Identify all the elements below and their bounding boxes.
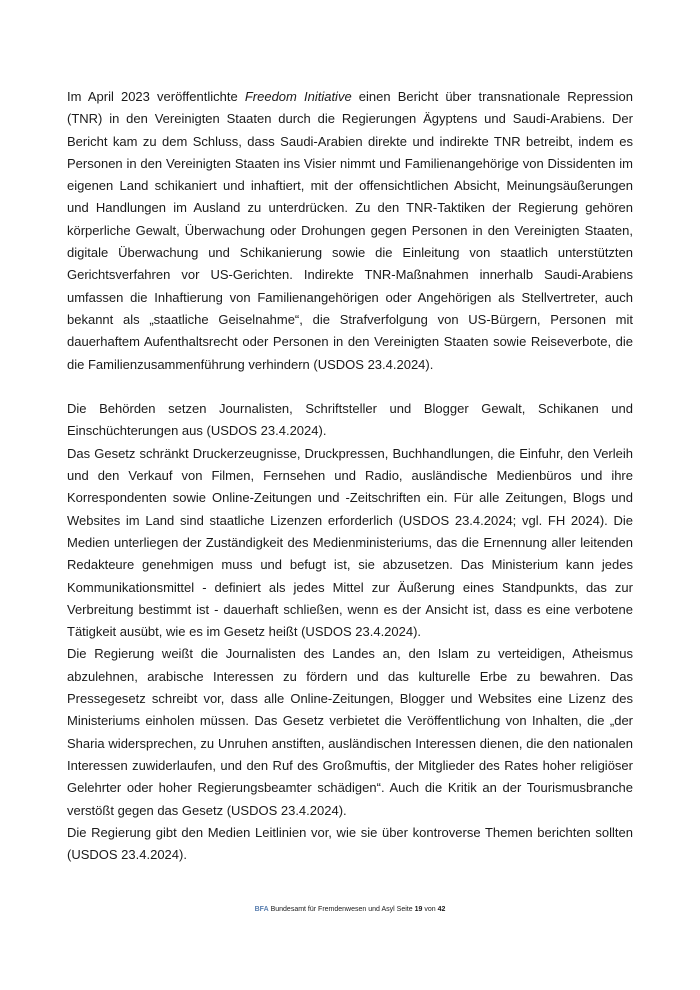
footer-of-word: von: [424, 906, 436, 913]
paragraph-text: einen Bericht über transnationale Repression (TNR) in den Vereinigten Staaten durch die Regierungen Ägyptens und Saudi-Arabiens. Der Bericht kam zu dem Schluss, dass Saudi-Arabien direkte und indirekte TNR betreibt, indem es Personen in den Vereinigten Staaten ins Visier nimmt und Familienangehörige von Dissidenten im eigenen Land schikaniert und inhaftiert, mit der offensichtlichen Absicht, Meinungsäußerungen und Handlungen im Ausland zu unterdrücken. Zu den TNR-Taktiken der Regierung gehören körperliche Gewalt, Überwachung oder Drohungen gegen Personen in den Vereinigten Staaten, digitale Überwachung und Schikanierung sowie die Einleitung von staatlich unterstützten Gerichtsverfahren vor US-Gerichten. Indirekte TNR-Maßnahmen innerhalb Saudi-Arabiens umfassen die Inhaftierung von Familienangehörigen oder Angehörigen als Stellvertreter, auch bekannt als „staatliche Geiselnahme“, die Strafverfolgung von US-Bürgern, Personen mit dauerhaftem Aufenthaltsrecht oder Personen in den Vereinigten Staaten sowie Reiseverbote, die die Familienzusammenführung verhindern (USDOS 23.4.2024).: [67, 89, 634, 372]
paragraph-media-law: Das Gesetz schränkt Druckerzeugnisse, Druckpressen, Buchhandlungen, die Einfuhr, den Verleih und den Verkauf von Filmen, Fernsehen und Radio, ausländische Medienbüros und ihre Korrespondenten sowie Online-Zeitungen und -Zeitschriften ein. Für alle Zeitungen, Blogs und Websites im Land sind staatliche Lizenzen erforderlich (USDOS 23.4.2024; vgl. FH 2024). Die Medien unterliegen der Zuständigkeit des Medienministeriums, das die Ernennung aller leitenden Redakteure genehmigen muss und befugt ist, sie abzusetzen. Das Ministerium kann jedes Kommunikationsmittel - definiert als jedes Mittel zur Äußerung eines Standpunkts, das zur Verbreitung bestimmt ist - dauerhaft schließen, wenn es der Ansicht ist, dass es eine verbotene Tätigkeit ausübt, wie es im Gesetz heißt (USDOS 23.4.2024).: [67, 445, 633, 640]
paragraph-freedom-initiative-report: [67, 86, 633, 376]
emphasized-org-name: Freedom Initiative: [244, 89, 352, 104]
page-footer: [0, 906, 700, 913]
bfa-logo-text: BFA: [254, 906, 269, 913]
footer-org-name: Bundesamt für Fremdenwesen und Asyl: [270, 906, 395, 913]
paragraph-government-instructions: Die Regierung weißt die Journalisten des Landes an, den Islam zu verteidigen, Atheismus abzulehnen, arabische Interessen zu fördern und das kulturelle Erbe zu bewahren. Das Pressegesetz schreibt vor, dass alle Online-Zeitungen, Blogger und Websites eine Lizenz des Ministeriums einholen müssen. Das Gesetz verbietet die Veröffentlichung von Inhalten, die „der Sharia widersprechen, zu Unruhen anstiften, ausländischen Interessen dienen, die den nationalen Interessen zuwiderlaufen, und den Ruf des Großmuftis, der Mitglieder des Rates hoher religiöser Gelehrter oder hoher Regierungsbeamter schädigen“. Auch die Kritik an der Tourismusbranche verstößt gegen das Gesetz (USDOS 23.4.2024).: [67, 646, 633, 818]
paragraph-journalists-violence: Die Behörden setzen Journalisten, Schriftsteller und Blogger Gewalt, Schikanen und Einschüchterungen aus (USDOS 23.4.2024).: [67, 401, 633, 439]
footer-total-pages: 42: [437, 906, 446, 913]
document-body: [67, 86, 633, 866]
paragraph-spacer: [67, 376, 633, 398]
footer-page-word: Seite: [396, 906, 413, 913]
paragraph-text: Im April 2023 veröffentlichte: [67, 89, 245, 104]
footer-page-number: 19: [414, 906, 423, 913]
paragraph-media-guidelines: Die Regierung gibt den Medien Leitlinien vor, wie sie über kontroverse Themen berichten sollten (USDOS 23.4.2024).: [67, 824, 633, 863]
